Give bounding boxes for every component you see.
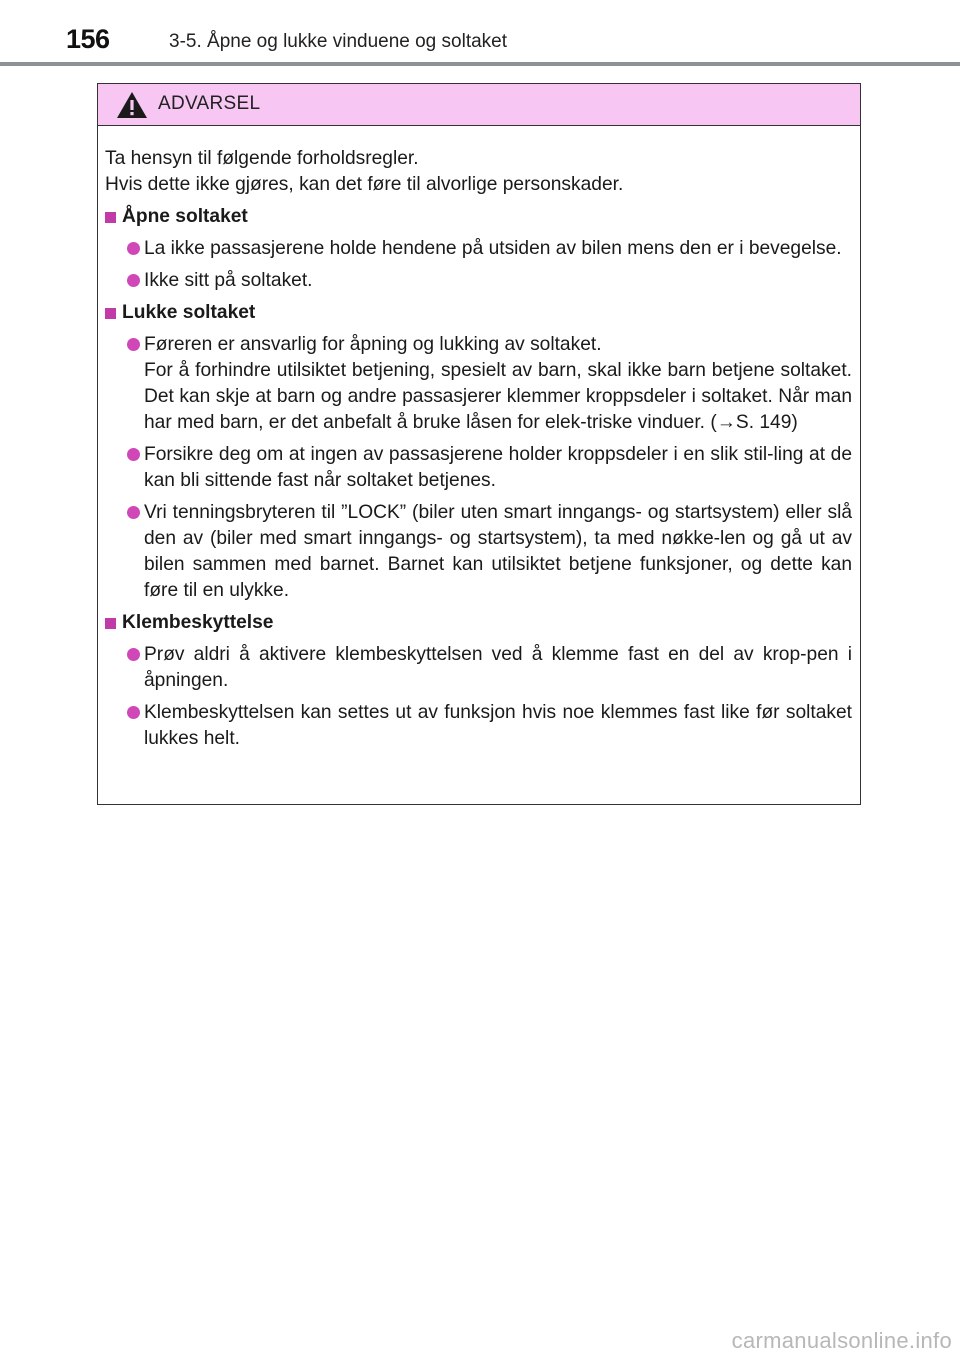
round-bullet-icon [127, 506, 140, 519]
list-item [105, 642, 852, 694]
section-heading: Lukke soltaket [122, 302, 256, 323]
round-bullet-icon [127, 706, 140, 719]
page-header [0, 0, 960, 64]
list-item [105, 442, 852, 494]
list-item-text: Klembeskyttelsen kan settes ut av funksjon hvis noe klemmes fast like før soltaket lukkes helt. [144, 702, 852, 749]
list-item [105, 500, 852, 604]
list-item-text: Forsikre deg om at ingen av passasjerene holder kroppsdeler i en slik stil-ling at de kan bli sittende fast når soltaket betjenes. [144, 444, 852, 491]
warning-intro [105, 146, 852, 198]
section-heading: Åpne soltaket [122, 206, 248, 227]
square-bullet-icon [105, 618, 116, 629]
page-number: 156 [66, 24, 110, 54]
list-item [105, 268, 852, 294]
watermark: carmanualsonline.info [731, 1328, 952, 1353]
intro-line: Hvis dette ikke gjøres, kan det føre til alvorlige personskader. [105, 174, 624, 195]
round-bullet-icon [127, 448, 140, 461]
list-item [105, 700, 852, 752]
list-item-text: Ikke sitt på soltaket. [144, 270, 313, 291]
warning-body [98, 126, 860, 752]
warning-box [97, 83, 861, 805]
section-title: 3-5. Åpne og lukke vinduene og soltaket [169, 31, 508, 52]
section-heading: Klembeskyttelse [122, 612, 274, 633]
section-pinch-protection [105, 610, 852, 752]
list-item-text: For å forhindre utilsiktet betjening, spesielt av barn, skal ikke barn betjene soltaket. Det kan skje at barn og andre passasjerer klemmer kroppsdeler i soltaket. Når man har med barn, er det anbefalt å bruke låsen for elek-triske vinduer. (→S. 149) [144, 360, 852, 433]
warning-header [98, 84, 860, 126]
round-bullet-icon [127, 338, 140, 351]
square-bullet-icon [105, 212, 116, 223]
section-close-sunroof [105, 300, 852, 604]
list-item [105, 332, 852, 436]
list-item-text: Prøv aldri å aktivere klembeskyttelsen ved å klemme fast en del av krop-pen i åpningen. [144, 644, 852, 691]
round-bullet-icon [127, 648, 140, 661]
list-item-text: La ikke passasjerene holde hendene på utsiden av bilen mens den er i bevegelse. [144, 238, 842, 259]
square-bullet-icon [105, 308, 116, 319]
list-item-text: Vri tenningsbryteren til ”LOCK” (biler uten smart inngangs- og startsystem) eller slå den av (biler med smart inngangs- og startsystem), ta med nøkke-len og gå ut av bilen sammen med barnet. Barnet kan utilsiktet betjene funksjoner, og dette kan føre til en ulykke. [144, 502, 852, 601]
intro-line: Ta hensyn til følgende forholdsregler. [105, 148, 419, 169]
header-divider [0, 62, 960, 66]
round-bullet-icon [127, 242, 140, 255]
list-item-text: Føreren er ansvarlig for åpning og lukking av soltaket. [144, 334, 602, 355]
section-open-sunroof [105, 204, 852, 294]
warning-label: ADVARSEL [158, 93, 261, 114]
list-item [105, 236, 852, 262]
round-bullet-icon [127, 274, 140, 287]
warning-triangle-icon [116, 91, 148, 119]
